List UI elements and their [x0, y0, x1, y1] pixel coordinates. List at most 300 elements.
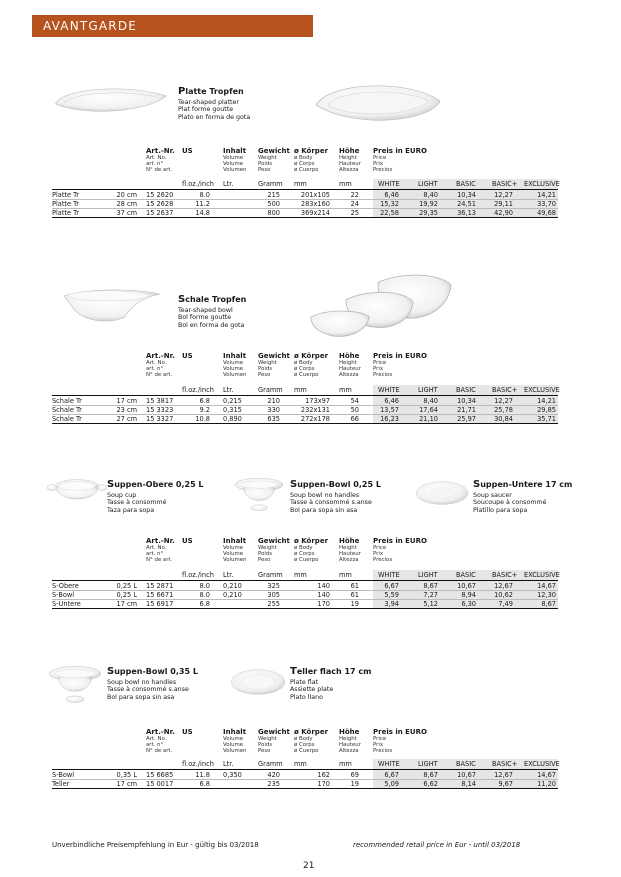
product-description-line: Taza para sopa: [107, 506, 155, 514]
column-header-koerper: [294, 147, 328, 173]
cell-basic: 21,71: [457, 406, 476, 414]
unit-label-us: fl.oz./inch: [182, 760, 214, 768]
column-header-gewicht: [258, 147, 290, 173]
column-header-label: Höhe: [339, 147, 360, 155]
unit-label-exclusive: EXCLUSIVE: [524, 180, 560, 188]
unit-label-basicplus: BASIC+: [492, 760, 518, 768]
cell-size: 37 cm: [116, 209, 137, 217]
column-header-art: [146, 728, 175, 754]
unit-label-basic: BASIC: [456, 386, 476, 394]
column-header-inhalt: [223, 352, 246, 378]
catalog-title: AVANTGARDE: [43, 19, 138, 33]
column-header-translation: Volume: [223, 545, 244, 551]
product-title-initial: P: [178, 86, 186, 97]
cell-us: 11.8: [195, 771, 210, 779]
cell-basic: 10,67: [457, 582, 476, 590]
column-header-translation: Weight: [258, 360, 277, 366]
column-header-translation: Volumen: [223, 557, 247, 563]
column-header-label: US: [182, 728, 193, 736]
column-header-translation: Poids: [258, 366, 273, 372]
column-header-translation: Altezza: [339, 167, 359, 173]
platterBig-product-image: [312, 78, 444, 130]
column-header-translation: ø Cuerpo: [294, 372, 319, 378]
cell-name: Platte Tr: [52, 209, 79, 217]
cell-basicplus: 29,11: [494, 200, 513, 208]
product-info: [107, 479, 204, 514]
platter-product-image: [52, 80, 170, 120]
cell-koerper: 369x214: [300, 209, 330, 217]
column-header-translation: ø Cuerpo: [294, 167, 319, 173]
column-header-translation: art. n°: [146, 366, 164, 372]
product-description-line: Plat forme goutte: [178, 106, 234, 114]
product-description-line: Tasse à consommé: [107, 499, 167, 507]
cell-white: 13,57: [380, 406, 399, 414]
column-header-preis: [373, 537, 427, 563]
product-description-line: Soup cup: [107, 492, 137, 499]
column-header-label: Art.-Nr.: [146, 537, 175, 545]
column-header-translation: Weight: [258, 545, 277, 551]
saucer-product-image: [415, 480, 469, 506]
column-header-gewicht: [258, 537, 290, 563]
column-header-label: Gewicht: [258, 537, 290, 545]
unit-label-exclusive: EXCLUSIVE: [524, 386, 560, 394]
cell-inhalt: 0,210: [223, 582, 242, 590]
column-header-translation: Poids: [258, 161, 273, 167]
table-row: [52, 599, 558, 608]
cell-us: 14.8: [195, 209, 210, 217]
column-header-label: ø Körper: [294, 352, 329, 360]
column-header-translation: Peso: [258, 748, 271, 754]
column-header-label: Preis in EURO: [373, 728, 427, 736]
cell-hoehe: 19: [350, 600, 359, 608]
product-description-line: Bol forme goutte: [178, 314, 232, 322]
cell-exclusive: 29,85: [537, 406, 556, 414]
column-header-inhalt: [223, 728, 246, 754]
cell-basic: 10,34: [457, 191, 476, 199]
cell-size: 23 cm: [116, 406, 137, 414]
cell-size: 0,35 L: [116, 771, 137, 779]
cell-basicplus: 25,78: [494, 406, 513, 414]
cell-hoehe: 19: [350, 780, 359, 788]
unit-label-exclusive: EXCLUSIVE: [524, 571, 560, 579]
column-header-label: Gewicht: [258, 352, 290, 360]
column-header-translation: Volume: [223, 551, 244, 557]
cell-hoehe: 50: [350, 406, 359, 414]
cell-art: 15 0017: [146, 780, 174, 788]
cell-basic: 25,97: [457, 415, 476, 423]
column-header-hoehe: [339, 728, 361, 754]
cell-us: 11.2: [195, 200, 210, 208]
column-header-art: [146, 537, 175, 563]
page-number: 21: [303, 861, 315, 871]
cell-exclusive: 49,68: [537, 209, 556, 217]
cell-us: 9.2: [199, 406, 210, 414]
cell-inhalt: 0,315: [223, 406, 242, 414]
column-header-translation: Art. No.: [146, 360, 167, 366]
cell-light: 8,67: [423, 771, 438, 779]
column-header-translation: Poids: [258, 551, 273, 557]
unit-label-light: LIGHT: [418, 386, 438, 394]
column-header-translation: Precios: [373, 748, 393, 754]
cell-gewicht: 215: [267, 191, 280, 199]
cell-hoehe: 61: [350, 591, 359, 599]
cell-basic: 10,67: [457, 771, 476, 779]
table-row: [52, 414, 558, 423]
cell-koerper: 201x105: [300, 191, 330, 199]
unit-label-hoehe: mm: [339, 760, 352, 768]
column-header-translation: ø Corps: [294, 742, 315, 748]
cell-name: Platte Tr: [52, 200, 79, 208]
catalog-header-bar: [32, 15, 313, 37]
column-header-art: [146, 352, 175, 378]
column-header-label: Inhalt: [223, 352, 247, 360]
cell-art: 15 2637: [146, 209, 174, 217]
unit-label-us: fl.oz./inch: [182, 571, 214, 579]
column-header-koerper: [294, 537, 328, 563]
unit-label-koerper: mm: [294, 386, 307, 394]
cell-koerper: 140: [317, 591, 330, 599]
unit-label-hoehe: mm: [339, 386, 352, 394]
cell-light: 21,10: [419, 415, 438, 423]
column-header-translation: Weight: [258, 155, 277, 161]
product-info: [107, 666, 198, 701]
cell-white: 6,67: [384, 582, 399, 590]
cell-koerper: 173x97: [305, 397, 330, 405]
cell-light: 5,12: [423, 600, 438, 608]
column-header-translation: ø Body: [294, 736, 313, 742]
product-title: [473, 479, 572, 490]
unit-label-exclusive: EXCLUSIVE: [524, 760, 560, 768]
column-header-translation: ø Body: [294, 155, 313, 161]
cell-gewicht: 330: [267, 406, 280, 414]
column-header-art: [146, 147, 175, 173]
cell-hoehe: 25: [350, 209, 359, 217]
column-header-translation: Prix: [373, 366, 384, 372]
column-header-us: [182, 728, 193, 736]
product-description-line: Soup bowl no handles: [290, 492, 360, 499]
cell-gewicht: 420: [267, 771, 280, 779]
cell-size: 17 cm: [116, 600, 137, 608]
column-header-label: Höhe: [339, 537, 360, 545]
column-header-translation: Price: [373, 545, 387, 551]
product-info: [473, 479, 572, 514]
column-header-label: Höhe: [339, 728, 360, 736]
cell-hoehe: 61: [350, 582, 359, 590]
cell-basicplus: 30,84: [494, 415, 513, 423]
cell-hoehe: 22: [350, 191, 359, 199]
cell-size: 27 cm: [116, 415, 137, 423]
cell-gewicht: 255: [267, 600, 280, 608]
product-title: [290, 479, 381, 490]
product-info: [290, 666, 371, 701]
units-row: [0, 179, 621, 189]
column-header-translation: Volume: [223, 155, 244, 161]
unit-label-light: LIGHT: [418, 760, 438, 768]
product-info: [178, 86, 250, 121]
cell-size: 0,25 L: [116, 582, 137, 590]
column-header-label: Gewicht: [258, 147, 290, 155]
cell-size: 20 cm: [116, 191, 137, 199]
units-row: [0, 385, 621, 395]
cell-white: 5,59: [384, 591, 399, 599]
cell-gewicht: 800: [267, 209, 280, 217]
column-header-label: Art.-Nr.: [146, 728, 175, 736]
unit-label-koerper: mm: [294, 180, 307, 188]
cell-gewicht: 210: [267, 397, 280, 405]
cell-exclusive: 35,71: [537, 415, 556, 423]
cell-us: 8.0: [199, 591, 210, 599]
cell-white: 6,46: [384, 397, 399, 405]
column-header-translation: Prix: [373, 551, 384, 557]
unit-label-gewicht: Gramm: [258, 760, 283, 768]
table-rule-bottom: [52, 608, 558, 609]
column-header-translation: Peso: [258, 167, 271, 173]
cell-name: S-Untere: [52, 600, 81, 608]
column-header-translation: Prix: [373, 742, 384, 748]
column-header-translation: Art. No.: [146, 545, 167, 551]
cell-koerper: 272x178: [300, 415, 330, 423]
column-header-us: [182, 352, 193, 360]
unit-label-basicplus: BASIC+: [492, 571, 518, 579]
column-header-preis: [373, 147, 427, 173]
column-header-translation: Volume: [223, 161, 244, 167]
column-header-translation: Height: [339, 360, 357, 366]
cell-exclusive: 14,67: [537, 771, 556, 779]
cell-exclusive: 14,21: [537, 397, 556, 405]
column-header-translation: Volume: [223, 360, 244, 366]
cell-light: 8,67: [423, 582, 438, 590]
column-header-translation: Hauteur: [339, 161, 361, 167]
unit-label-basicplus: BASIC+: [492, 180, 518, 188]
product-title-rest: uppen-Untere 17 cm: [480, 480, 573, 489]
cell-koerper: 162: [317, 771, 330, 779]
column-header-translation: Volume: [223, 736, 244, 742]
column-header-translation: Volume: [223, 742, 244, 748]
unit-label-gewicht: Gramm: [258, 386, 283, 394]
column-header-label: ø Körper: [294, 147, 329, 155]
units-row: [0, 759, 621, 769]
product-title-rest: uppen-Bowl 0,25 L: [297, 480, 381, 489]
cell-basic: 36,13: [457, 209, 476, 217]
cell-art: 15 2871: [146, 582, 174, 590]
column-header-translation: Precios: [373, 167, 393, 173]
cell-light: 17,64: [419, 406, 438, 414]
cell-us: 10.8: [195, 415, 210, 423]
cell-art: 15 3817: [146, 397, 174, 405]
unit-label-us: fl.oz./inch: [182, 180, 214, 188]
column-header-translation: ø Body: [294, 360, 313, 366]
cell-gewicht: 235: [267, 780, 280, 788]
cell-size: 17 cm: [116, 397, 137, 405]
cell-art: 15 3327: [146, 415, 174, 423]
product-title-initial: S: [473, 479, 481, 490]
cell-exclusive: 8,67: [541, 600, 556, 608]
cell-koerper: 232x131: [300, 406, 330, 414]
column-header-translation: Volume: [223, 366, 244, 372]
column-header-us: [182, 537, 193, 545]
column-header-preis: [373, 728, 427, 754]
column-header-translation: Height: [339, 155, 357, 161]
cell-light: 6,62: [423, 780, 438, 788]
cell-basicplus: 7,49: [498, 600, 513, 608]
table-row: [52, 208, 558, 217]
column-header-translation: ø Body: [294, 545, 313, 551]
product-title: [178, 294, 246, 305]
column-header-translation: art. n°: [146, 161, 164, 167]
cell-koerper: 140: [317, 582, 330, 590]
product-description-line: Platillo para sopa: [473, 506, 528, 514]
column-header-translation: Price: [373, 736, 387, 742]
column-header-label: Art.-Nr.: [146, 352, 175, 360]
column-header-translation: Hauteur: [339, 742, 361, 748]
product-title: [107, 666, 198, 677]
product-title: [290, 666, 371, 677]
column-header-translation: Volumen: [223, 167, 247, 173]
cell-basic: 10,34: [457, 397, 476, 405]
cell-name: Teller: [52, 780, 70, 788]
product-description-line: Bol para sopa sin asa: [107, 693, 175, 701]
column-header-translation: ø Cuerpo: [294, 557, 319, 563]
column-header-gewicht: [258, 352, 290, 378]
column-header-gewicht: [258, 728, 290, 754]
column-header-label: US: [182, 352, 193, 360]
column-header-inhalt: [223, 537, 246, 563]
column-header-translation: Prix: [373, 161, 384, 167]
product-title-initial: S: [107, 479, 115, 490]
column-header-label: Art.-Nr.: [146, 147, 175, 155]
column-header-translation: Weight: [258, 736, 277, 742]
column-header-translation: Volumen: [223, 748, 247, 754]
cell-gewicht: 305: [267, 591, 280, 599]
cell-white: 5,09: [384, 780, 399, 788]
cell-gewicht: 500: [267, 200, 280, 208]
column-header-translation: Altezza: [339, 557, 359, 563]
product-title-initial: S: [178, 294, 186, 305]
cell-basicplus: 12,67: [494, 771, 513, 779]
cell-white: 6,67: [384, 771, 399, 779]
unit-label-basicplus: BASIC+: [492, 386, 518, 394]
cell-exclusive: 33,70: [537, 200, 556, 208]
column-header-label: Inhalt: [223, 537, 247, 545]
unit-label-white: WHITE: [378, 571, 400, 579]
unit-label-koerper: mm: [294, 571, 307, 579]
unit-label-light: LIGHT: [418, 180, 438, 188]
unit-label-inhalt: Ltr.: [223, 760, 234, 768]
column-header-translation: Altezza: [339, 748, 359, 754]
footer-disclaimer-en: recommended retail price in Eur - until 03/2018: [353, 841, 521, 849]
cell-gewicht: 325: [267, 582, 280, 590]
column-header-label: Preis in EURO: [373, 537, 427, 545]
soupBowl-product-image: [47, 664, 103, 704]
cell-name: Platte Tr: [52, 191, 79, 199]
product-description-line: Tasse à consommé s.anse: [107, 686, 189, 694]
unit-label-inhalt: Ltr.: [223, 571, 234, 579]
cell-name: Schale Tr: [52, 406, 82, 414]
column-header-hoehe: [339, 147, 361, 173]
table-rule-bottom: [52, 217, 558, 218]
column-header-label: Höhe: [339, 352, 360, 360]
cell-us: 8.0: [199, 582, 210, 590]
product-title-rest: uppen-Bowl 0,35 L: [114, 667, 198, 676]
column-header-translation: Hauteur: [339, 366, 361, 372]
units-row: [0, 570, 621, 580]
column-header-hoehe: [339, 537, 361, 563]
column-header-us: [182, 147, 193, 155]
column-header-inhalt: [223, 147, 246, 173]
column-header-koerper: [294, 728, 328, 754]
cell-basicplus: 9,67: [498, 780, 513, 788]
column-header-translation: Peso: [258, 557, 271, 563]
product-title: [178, 86, 250, 97]
product-info: [178, 294, 246, 329]
column-header-translation: art. n°: [146, 551, 164, 557]
cell-white: 15,32: [380, 200, 399, 208]
unit-label-inhalt: Ltr.: [223, 180, 234, 188]
cell-art: 15 6685: [146, 771, 174, 779]
cell-exclusive: 11,20: [537, 780, 556, 788]
cell-size: 28 cm: [116, 200, 137, 208]
cell-name: S-Bowl: [52, 591, 75, 599]
unit-label-koerper: mm: [294, 760, 307, 768]
plateFlat-product-image: [230, 668, 286, 696]
column-header-translation: Precios: [373, 557, 393, 563]
column-header-translation: Art. No.: [146, 736, 167, 742]
table-row: [52, 779, 558, 788]
unit-label-basic: BASIC: [456, 571, 476, 579]
unit-label-basic: BASIC: [456, 760, 476, 768]
column-header-translation: N° de art.: [146, 372, 173, 378]
column-header-koerper: [294, 352, 328, 378]
cell-inhalt: 0,210: [223, 591, 242, 599]
column-header-translation: Price: [373, 360, 387, 366]
cell-koerper: 283x160: [300, 200, 330, 208]
product-title-rest: latte Tropfen: [185, 87, 244, 96]
cell-us: 8.0: [199, 191, 210, 199]
column-header-translation: N° de art.: [146, 748, 173, 754]
product-description-line: Tear-shaped platter: [178, 99, 239, 106]
cell-exclusive: 14,67: [537, 582, 556, 590]
product-description-line: Bol en forma de gota: [178, 321, 245, 329]
cell-basicplus: 12,67: [494, 582, 513, 590]
unit-label-gewicht: Gramm: [258, 571, 283, 579]
cell-koerper: 170: [317, 780, 330, 788]
cell-light: 29,35: [419, 209, 438, 217]
cell-light: 19,92: [419, 200, 438, 208]
cell-basicplus: 10,62: [494, 591, 513, 599]
cell-basic: 8,14: [461, 780, 476, 788]
column-header-hoehe: [339, 352, 361, 378]
unit-label-white: WHITE: [378, 386, 400, 394]
column-header-preis: [373, 352, 427, 378]
cell-white: 16,23: [380, 415, 399, 423]
product-title-rest: chale Tropfen: [185, 295, 247, 304]
cell-art: 15 3323: [146, 406, 174, 414]
cell-white: 6,46: [384, 191, 399, 199]
column-header-translation: ø Corps: [294, 551, 315, 557]
column-header-translation: Art. No.: [146, 155, 167, 161]
column-header-translation: ø Corps: [294, 366, 315, 372]
column-header-label: US: [182, 537, 193, 545]
cell-light: 7,27: [423, 591, 438, 599]
product-info: [290, 479, 381, 514]
unit-label-hoehe: mm: [339, 571, 352, 579]
unit-label-white: WHITE: [378, 180, 400, 188]
column-header-translation: Volumen: [223, 372, 247, 378]
column-header-label: Preis in EURO: [373, 352, 427, 360]
column-header-translation: Poids: [258, 742, 273, 748]
cell-name: S-Obere: [52, 582, 79, 590]
column-header-translation: Precios: [373, 372, 393, 378]
